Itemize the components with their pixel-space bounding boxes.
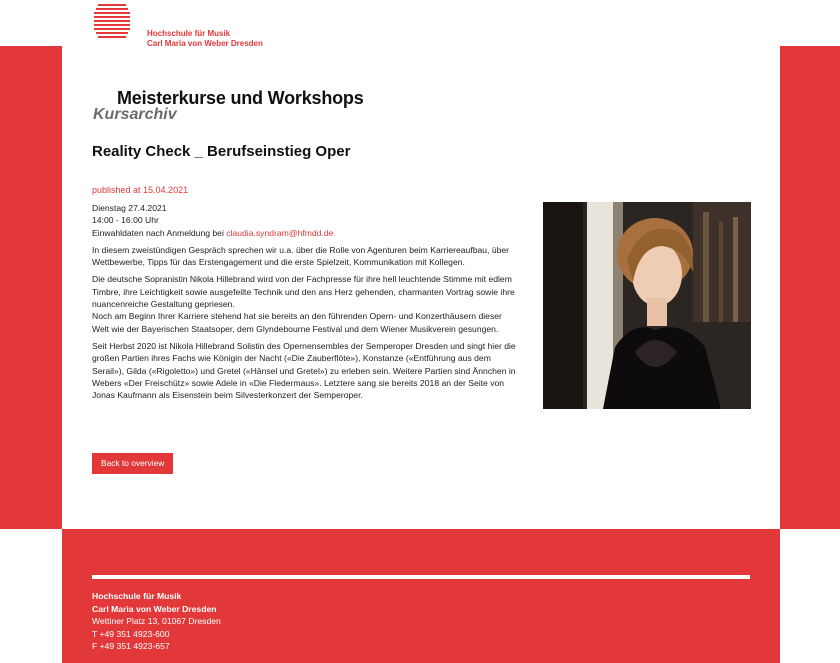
back-to-overview-button[interactable]: Back to overview	[92, 453, 173, 474]
footer-divider	[92, 575, 750, 579]
logo-line-2: Carl Maria von Weber Dresden	[147, 39, 263, 48]
paragraph-intro	[92, 244, 527, 269]
event-title: Reality Check _ Berufseinstieg Oper	[92, 143, 351, 160]
site-footer	[62, 529, 780, 663]
text-line: In diesem zweistündigen Gespräch sprechen wir u.a. über die Rolle von Agenturen beim Karriereaufbau, über	[92, 244, 510, 255]
text-line: nuancenreiche Gestaltung gepriesen.	[92, 299, 235, 310]
footer-phone[interactable]: T +49 351 4923-600	[92, 628, 170, 639]
paragraph-bio	[92, 273, 527, 334]
event-time: 14:00 - 16:00 Uhr	[92, 215, 159, 226]
admission-text: Einwahldaten nach Anmeldung bei	[92, 227, 227, 238]
text-line: Serail»), Gilda («Rigoletto») und Gretel («Hänsel und Gretel») zu erleben sein. Weitere Partien sind Ännchen in	[92, 365, 516, 376]
section-subtitle: Kursarchiv	[93, 106, 177, 123]
logo-wordmark[interactable]	[147, 29, 263, 49]
text-line: Jonas Kaufmann als Eisenstein beim Silvesterkonzert der Semperoper.	[92, 390, 363, 401]
logo-line-1: Hochschule für Musik	[147, 29, 231, 38]
footer-address: Wettiner Platz 13, 01067 Dresden	[92, 616, 221, 627]
published-date: published at 15.04.2021	[92, 185, 189, 195]
footer-name-line-2: Carl Maria von Weber Dresden	[92, 603, 217, 614]
left-red-band	[0, 46, 62, 529]
text-line: Die deutsche Sopranistin Nikola Hillebrand wird von der Fachpresse für ihre hell leuchtende Stimme mit edlem	[92, 274, 512, 285]
text-line: Webers «Der Freischütz» sowie Adele in «Die Fledermaus». Letztere sang sie bereits 2018 an der Seite von	[92, 377, 505, 388]
event-admission	[92, 227, 527, 239]
site-header	[94, 2, 394, 46]
event-description	[92, 202, 527, 406]
paragraph-career	[92, 340, 527, 401]
footer-name-line-1: Hochschule für Musik	[92, 591, 182, 601]
footer-fax: F +49 351 4923-657	[92, 641, 170, 652]
event-details	[92, 202, 527, 239]
email-link[interactable]: claudia.syndram@hfmdd.de	[226, 227, 334, 238]
text-line: Wettbewerbe, Tipps für das Erstengagement und die erste Spielzeit, Kommunikation mit Kollegen.	[92, 257, 465, 268]
text-line: Timbre, ihre Leichtigkeit sowie ausgefeilte Technik und den ans Herz gehenden, charmanten Vortrag sowie ihre	[92, 286, 515, 297]
right-red-band	[780, 46, 840, 529]
text-line: Noch am Beginn Ihrer Karriere stehend hat sie bereits an den führenden Opern- und Konzerthäusern dieser	[92, 311, 502, 322]
portrait-photo	[543, 202, 751, 409]
stripe-logo-icon[interactable]	[94, 3, 130, 39]
text-line: großen Partien ihres Fachs wie Königin der Nacht («Die Zauberflöte»), Konstanze («Entführung aus dem	[92, 353, 491, 364]
text-line: Seit Herbst 2020 ist Nikola Hillebrand Solistin des Opernensembles der Semperoper Dresden und singt hier die	[92, 340, 516, 351]
event-date: Dienstag 27.4.2021	[92, 203, 167, 213]
text-line: Welt wie der Bayerischen Staatsoper, dem Glyndebourne Festival und dem Wiener Musikverein gesungen.	[92, 323, 499, 334]
section-title: Meisterkurse und Workshops	[117, 88, 364, 108]
footer-address-block	[92, 590, 221, 653]
